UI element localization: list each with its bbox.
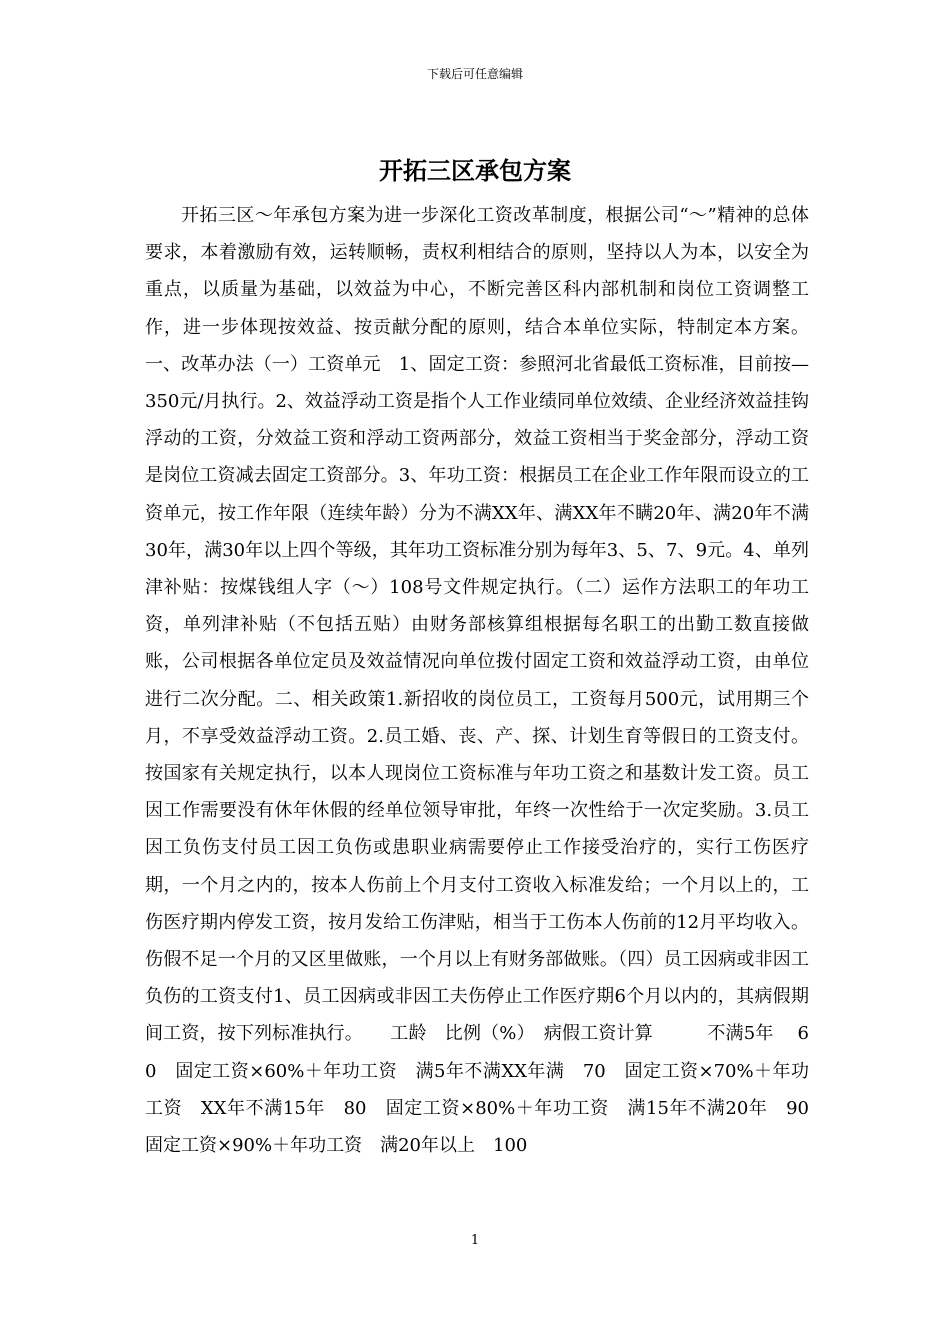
page-number: 1 [470,1233,480,1248]
document-body: 开拓三区～年承包方案为进一步深化工资改革制度，根据公司“～”精神的总体要求，本着激励有效，运转顺畅，责权利相结合的原则，坚持以人为本，以安全为重点，以质量为基础，以效益为中心，不断完善区科内部机制和岗位工资调整工作，进一步体现按效益、按贡献分配的原则，结合本单位实际，特制定本方案。一、改革办法（一）工资单元 1、固定工资：参照河北省最低工资标准，目前按—350元/月执行。2、效益浮动工资是指个人工作业绩同单位效绩、企业经济效益挂钩浮动的工资，分效益工资和浮动工资两部分，效益工资相当于奖金部分，浮动工资是岗位工资减去固定工资部分。3、年功工资：根据员工在企业工作年限而设立的工资单元，按工作年限（连续年龄）分为不满XX年、满XX年不瞒20年、满20年不满30年，满30年以上四个等级，其年功工资标准分别为每年3、5、7、9元。4、单列津补贴：按煤钱组人字（～）108号文件规定执行。（二）运作方法职工的年功工资，单列津补贴（不包括五贴）由财务部核算组根据每名职工的出勤工数直接做账，公司根据各单位定员及效益情况向单位拨付固定工资和效益浮动工资，由单位进行二次分配。二、相关政策1.新招收的岗位员工，工资每月500元，试用期三个月，不享受效益浮动工资。2.员工婚、丧、产、探、计划生育等假日的工资支付。按国家有关规定执行，以本人现岗位工资标准与年功工资之和基数计发工资。员工因工作需要没有休年休假的经单位领导审批，年终一次性给于一次定奖励。3.员工因工负伤支付员工因工负伤或患职业病需要停止工作接受治疗的，实行工伤医疗期，一个月之内的，按本人伤前上个月支付工资收入标准发给；一个月以上的，工伤医疗期内停发工资，按月发给工伤津贴，相当于工伤本人伤前的12月平均收入。伤假不足一个月的又区里做账，一个月以上有财务部做账。（四）员工因病或非因工负伤的工资支付1、员工因病或非因工夫伤停止工作医疗期6个月以内的，其病假期间工资，按下列标准执行。 工龄 比例（%） 病假工资计算 不满5年 60 固定工资×60%＋年功工资 满5年不满XX年满 70 固定工资×70%＋年功工资 XX年不满15年 80 固定工资×80%＋年功工资 满15年不满20年 90 固定工资×90%＋年功工资 满20年以上 100 [145,205,827,1157]
document-title: 开拓三区承包方案 [379,156,571,185]
page-header: 下载后可任意编辑 [426,67,523,81]
